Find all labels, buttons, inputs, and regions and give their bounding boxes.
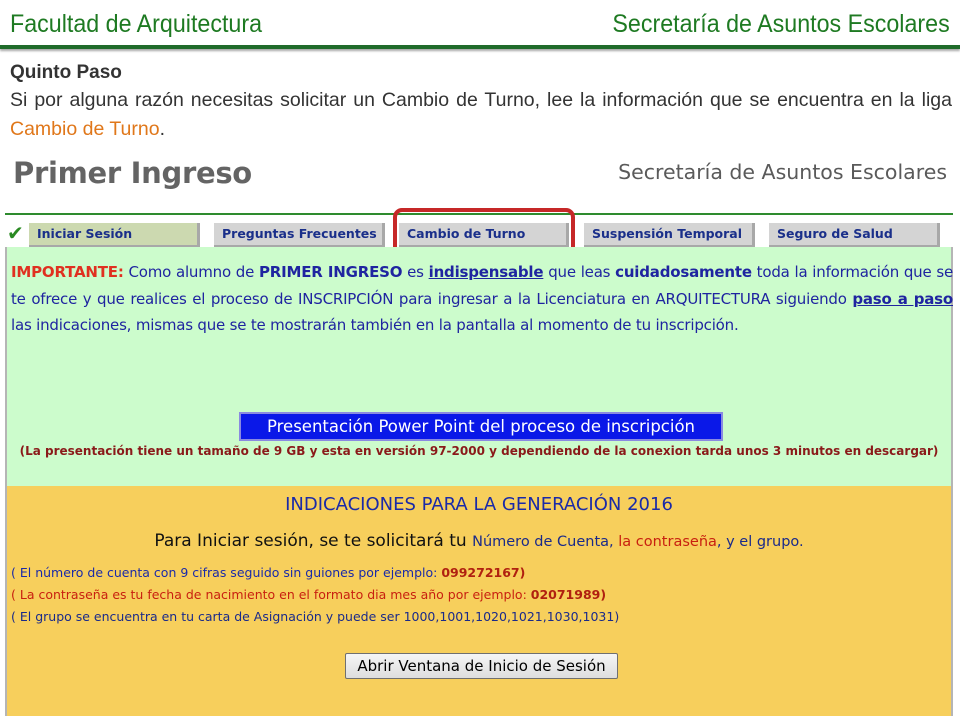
site-title: Primer Ingreso: [13, 156, 252, 190]
tab-suspension-temporal[interactable]: Suspensión Temporal: [584, 223, 755, 247]
step-text-after: .: [159, 118, 166, 140]
website-screenshot: [5, 150, 953, 716]
rule-numero-cuenta: [11, 565, 525, 580]
sub-comma: ,: [609, 534, 619, 550]
indicaciones-title: INDICACIONES PARA LA GENERACIÓN 2016: [285, 494, 673, 515]
indicaciones-subtitle: [7, 531, 951, 551]
important-t4: toda la información que se te ofrece y que realices el proceso de INSCRIPCIÓN para ingresar a la Licenciatura en ARQUITECTURA siguiendo: [11, 263, 954, 308]
secretaria-title: Secretaría de Asuntos Escolares: [612, 10, 950, 38]
site-secretaria: Secretaría de Asuntos Escolares: [618, 160, 947, 184]
rule-contrasena: [11, 587, 606, 602]
sub-end: , y el grupo.: [716, 534, 804, 550]
step-text-before: Si por alguna razón necesitas solicitar un Cambio de Turno, lee la información que se encuentra en la liga: [10, 89, 952, 111]
rule1-text: ( El número de cuenta con 9 cifras seguido sin guiones por ejemplo:: [11, 565, 442, 580]
important-u1: indispensable: [428, 263, 544, 281]
important-t2: es: [402, 263, 429, 281]
important-panel: [7, 247, 954, 486]
step-title: Quinto Paso: [10, 62, 122, 83]
rule-grupo: ( El grupo se encuentra en tu carta de Asignación y puede ser 1000,1001,1020,1021,1030,1031): [11, 609, 620, 624]
ppt-presentation-button[interactable]: Presentación Power Point del proceso de inscripción: [239, 412, 723, 441]
rule2-text: ( La contraseña es tu fecha de nacimiento en el formato dia mes año por ejemplo:: [11, 587, 531, 602]
important-label: IMPORTANTE:: [11, 263, 124, 281]
open-login-window-button[interactable]: Abrir Ventana de Inicio de Sesión: [345, 653, 618, 679]
sub-contrasena: la contraseña: [618, 534, 717, 550]
checkmark-icon: ✔: [7, 221, 24, 245]
step-text: [10, 86, 952, 144]
important-t3: que leas: [543, 263, 616, 281]
tab-seguro-de-salud[interactable]: Seguro de Salud: [769, 223, 940, 247]
slide-header: [0, 0, 960, 52]
rule1-example: 099272167): [441, 565, 526, 580]
step-section: [10, 60, 952, 144]
important-b1: PRIMER INGRESO: [258, 263, 403, 281]
tab-preguntas-frecuentes[interactable]: Preguntas Frecuentes: [214, 223, 385, 247]
cambio-de-turno-link[interactable]: Cambio de Turno: [10, 118, 160, 140]
rule2-example: 02071989): [530, 587, 607, 602]
tab-cambio-de-turno[interactable]: Cambio de Turno: [399, 223, 569, 247]
important-t5: las indicaciones, mismas que se te mostrarán también en la pantalla al momento de tu inscripción.: [11, 316, 739, 334]
tab-iniciar-sesion[interactable]: Iniciar Sesión: [29, 223, 200, 247]
header-divider: [0, 45, 960, 49]
important-t1: Como alumno de: [123, 263, 259, 281]
important-b2: cuidadosamente: [615, 263, 752, 281]
ppt-note: (La presentación tiene un tamaño de 9 GB y esta en versión 97-2000 y dependiendo de la conexion tarda unos 3 minutos en descargar): [19, 444, 939, 458]
sub-main: Para Iniciar sesión, se te solicitará tu: [154, 531, 473, 551]
important-u2: paso a paso: [852, 289, 953, 308]
sub-numero-cuenta: Número de Cuenta: [472, 534, 610, 550]
content-frame: [5, 247, 953, 716]
important-text: [11, 259, 953, 339]
faculty-title: Facultad de Arquitectura: [10, 10, 263, 38]
indicaciones-panel: [7, 486, 951, 716]
